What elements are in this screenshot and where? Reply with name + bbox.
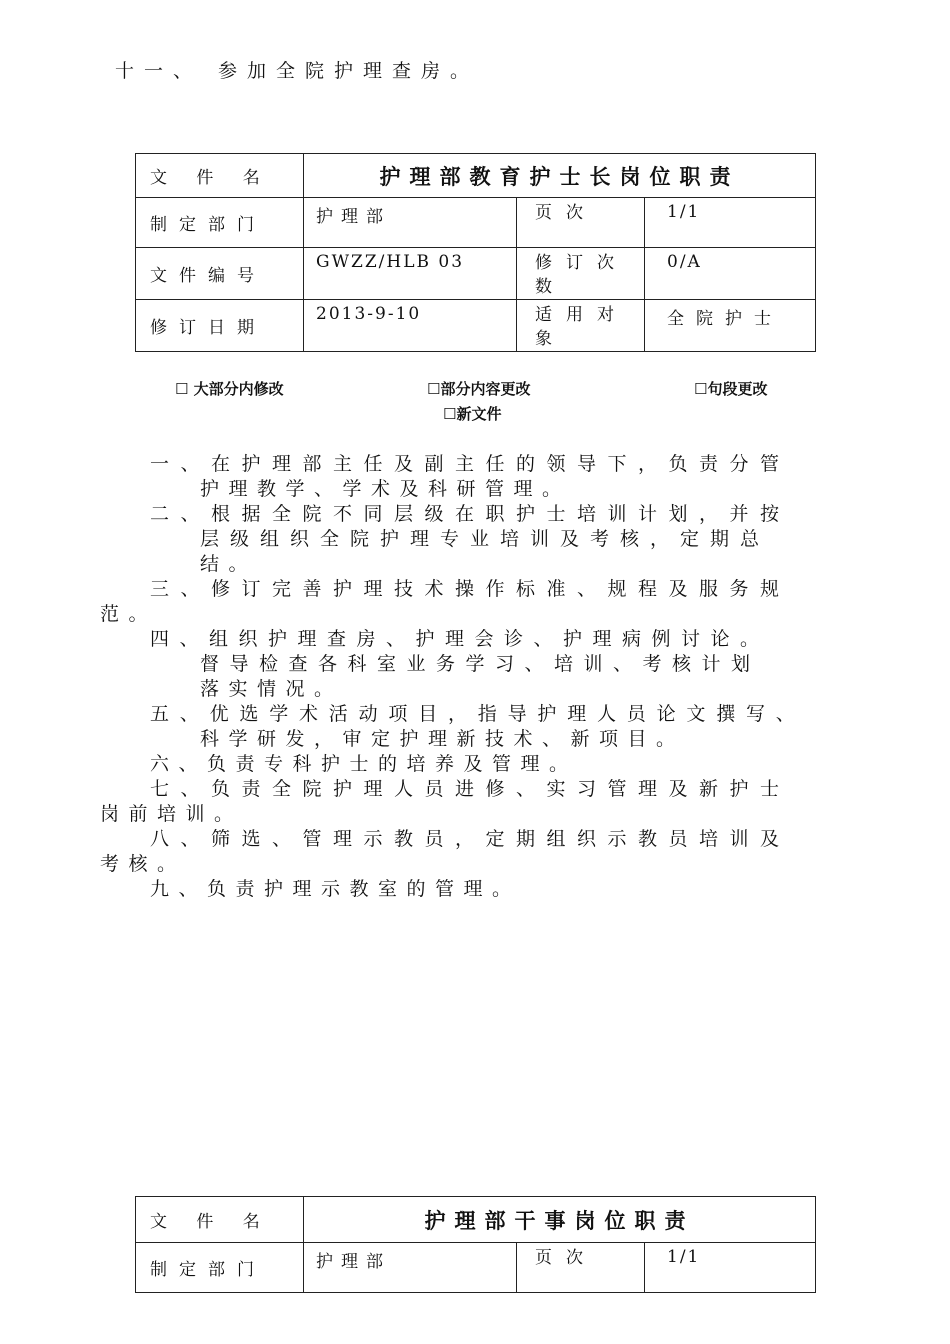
revision-date-label: 修订日期 bbox=[136, 300, 304, 352]
document-info-table-2 bbox=[135, 1196, 816, 1293]
duty-line: 八、筛选、管理示教员，定期组织示教员培训及 bbox=[150, 828, 791, 850]
duty-line: 一、在护理部主任及副主任的领导下，负责分管 bbox=[150, 453, 791, 475]
dept-value: 护理部 bbox=[304, 198, 517, 248]
dept-label: 制定部门 bbox=[136, 1243, 304, 1293]
page-label: 页次 bbox=[517, 1243, 645, 1293]
duty-line: 六、负责专科护士的培养及管理。 bbox=[150, 753, 578, 775]
document-info-table bbox=[135, 153, 816, 352]
duty-line: 督导检查各科室业务学习、培训、考核计划 bbox=[200, 653, 761, 675]
duty-line: 四、组织护理查房、护理会诊、护理病例讨论。 bbox=[150, 628, 770, 650]
duty-line: 科学研发，审定护理新技术、新项目。 bbox=[200, 728, 685, 750]
checkbox-sentence-change[interactable]: ☐句段更改 bbox=[694, 380, 768, 398]
duty-line: 二、根据全院不同层级在职护士培训计划，并按 bbox=[150, 503, 791, 525]
dept-label: 制定部门 bbox=[136, 198, 304, 248]
page-label: 页次 bbox=[517, 198, 645, 248]
dept-value: 护理部 bbox=[304, 1243, 517, 1293]
duty-line: 结。 bbox=[200, 553, 258, 575]
duty-line: 护理教学、学术及科研管理。 bbox=[200, 478, 571, 500]
duty-line: 落实情况。 bbox=[200, 678, 343, 700]
file-number-value: GWZZ/HLB 03 bbox=[304, 248, 517, 300]
file-name-label: 文 件 名 bbox=[136, 1197, 304, 1243]
checkbox-new-file[interactable]: ☐新文件 bbox=[443, 405, 502, 423]
duty-line: 层级组织全院护理专业培训及考核，定期总 bbox=[200, 528, 771, 550]
duty-line: 岗前培训。 bbox=[100, 803, 243, 825]
duty-line: 七、负责全院护理人员进修、实习管理及新护士 bbox=[150, 778, 791, 800]
file-name-label: 文 件 名 bbox=[136, 154, 304, 198]
page-value: 1/1 bbox=[645, 198, 816, 248]
duty-line: 三、修订完善护理技术操作标准、规程及服务规 bbox=[150, 578, 791, 600]
checkbox-partial-change[interactable]: ☐部分内容更改 bbox=[427, 380, 531, 398]
revision-value: 0/A bbox=[645, 248, 816, 300]
audience-value: 全院护士 bbox=[645, 300, 816, 352]
revision-date-value: 2013-9-10 bbox=[304, 300, 517, 352]
duty-line: 九、负责护理示教室的管理。 bbox=[150, 878, 521, 900]
revision-label: 修订次数 bbox=[517, 248, 645, 300]
audience-label: 适用对象 bbox=[517, 300, 645, 352]
document-title: 护理部教育护士长岗位职责 bbox=[304, 154, 816, 198]
duty-line: 范。 bbox=[100, 603, 158, 625]
file-number-label: 文件编号 bbox=[136, 248, 304, 300]
top-item: 十一、 参加全院护理查房。 bbox=[115, 60, 480, 82]
checkbox-major-revision[interactable]: ☐ 大部分内修改 bbox=[175, 380, 284, 398]
duty-line: 考核。 bbox=[100, 853, 186, 875]
duty-line: 五、优选学术活动项目，指导护理人员论文撰写、 bbox=[150, 703, 806, 725]
document-title: 护理部干事岗位职责 bbox=[304, 1197, 816, 1243]
page-value: 1/1 bbox=[645, 1243, 816, 1293]
